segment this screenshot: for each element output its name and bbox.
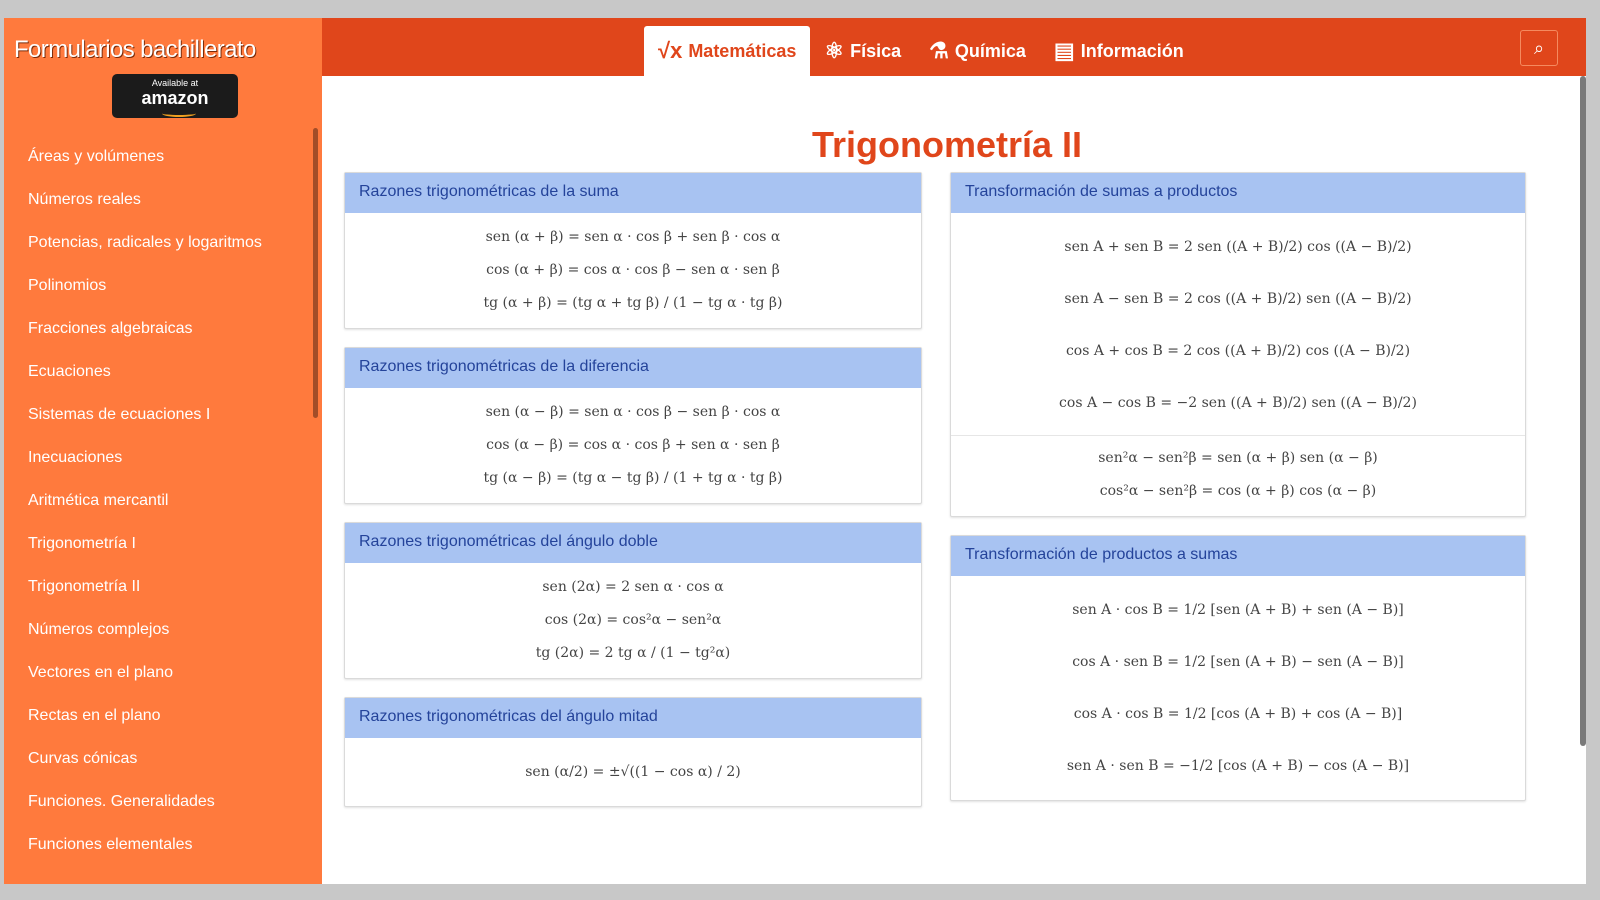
search-button[interactable] — [1520, 30, 1558, 66]
card-productos-a-sumas — [950, 535, 1526, 801]
card-title: Transformación de productos a sumas — [951, 536, 1525, 576]
app-window — [4, 18, 1586, 884]
card-title: Razones trigonométricas del ángulo doble — [345, 523, 921, 563]
subject-tabs — [644, 26, 1198, 76]
card-suma — [344, 172, 922, 329]
sidebar-scrollbar[interactable] — [313, 128, 318, 418]
sidebar-item-conicas[interactable]: Curvas cónicas — [28, 750, 138, 767]
sidebar — [4, 18, 322, 884]
site-brand[interactable]: Formularios bachillerato — [14, 36, 256, 63]
formula: cos A · sen B = 1/2 [sen (A + B) − sen (A − B)] — [1072, 654, 1404, 670]
tab-quimica[interactable] — [915, 26, 1040, 76]
sidebar-item-rectas[interactable]: Rectas en el plano — [28, 707, 161, 724]
amazon-smile-icon — [162, 110, 196, 117]
divider — [951, 435, 1525, 436]
card-body — [345, 563, 921, 678]
sidebar-item-aritmetica[interactable]: Aritmética mercantil — [28, 492, 169, 509]
formula: sen²α − sen²β = sen (α + β) sen (α − β) — [1098, 450, 1378, 466]
atom-icon: ⚛ — [824, 38, 845, 63]
formula: cos A · cos B = 1/2 [cos (A + B) + cos (A − B)] — [1073, 706, 1403, 722]
card-diferencia — [344, 347, 922, 504]
formula: sen A − sen B = 2 cos ((A + B)/2) sen ((A − B)/2) — [1064, 291, 1412, 307]
card-title: Razones trigonométricas de la diferencia — [345, 348, 921, 388]
sidebar-item-areas[interactable]: Áreas y volúmenes — [28, 148, 165, 165]
formula: cos (α + β) = cos α · cos β − sen α · sen β — [486, 262, 780, 278]
card-title: Transformación de sumas a productos — [951, 173, 1525, 213]
formula: sen (α − β) = sen α · cos β − sen β · cos α — [485, 404, 781, 420]
tab-label: Física — [850, 40, 902, 61]
info-book-icon: ▤ — [1053, 38, 1075, 63]
formula: sen A + sen B = 2 sen ((A + B)/2) cos ((A − B)/2) — [1064, 239, 1412, 255]
tab-label: Química — [954, 40, 1026, 61]
sidebar-item-numeros-reales[interactable]: Números reales — [28, 191, 141, 208]
formula: sen (α + β) = sen α · cos β + sen β · cos α — [485, 229, 781, 245]
sidebar-item-trigonometria-2[interactable]: Trigonometría II — [28, 578, 141, 595]
tab-matematicas[interactable] — [644, 26, 810, 76]
formula: sen A · cos B = 1/2 [sen (A + B) + sen (A − B)] — [1072, 602, 1404, 618]
card-body — [951, 213, 1525, 516]
sidebar-item-vectores[interactable]: Vectores en el plano — [28, 664, 173, 681]
formula: sen (α/2) = ±√((1 − cos α) / 2) — [525, 764, 741, 780]
badge-small-text: Available at — [151, 78, 199, 88]
card-body — [345, 213, 921, 328]
sidebar-item-trigonometria-1[interactable]: Trigonometría I — [28, 535, 136, 552]
sidebar-item-ecuaciones[interactable]: Ecuaciones — [28, 363, 111, 380]
formula: sen A · sen B = −1/2 [cos (A + B) − cos (A − B)] — [1066, 758, 1410, 774]
search-icon: ⌕ — [1533, 38, 1545, 58]
sidebar-nav — [28, 136, 298, 867]
formula: cos (2α) = cos²α − sen²α — [544, 612, 722, 628]
card-angulo-doble — [344, 522, 922, 679]
right-column — [950, 172, 1526, 819]
sidebar-item-complejos[interactable]: Números complejos — [28, 621, 170, 638]
sidebar-item-polinomios[interactable]: Polinomios — [28, 277, 107, 294]
formula: cos (α − β) = cos α · cos β + sen α · sen β — [486, 437, 780, 453]
card-title: Razones trigonométricas de la suma — [345, 173, 921, 213]
sidebar-item-inecuaciones[interactable]: Inecuaciones — [28, 449, 123, 466]
badge-big-text: amazon — [141, 88, 209, 108]
card-body — [345, 738, 921, 806]
formula: sen (2α) = 2 sen α · cos α — [542, 579, 724, 595]
sidebar-item-funciones-generalidades[interactable]: Funciones. Generalidades — [28, 793, 215, 810]
formula: cos A + cos B = 2 cos ((A + B)/2) cos ((A − B)/2) — [1065, 343, 1411, 359]
formula: cos²α − sen²β = cos (α + β) cos (α − β) — [1099, 483, 1377, 499]
page-scrollbar[interactable] — [1580, 76, 1586, 746]
tab-label: Información — [1080, 40, 1184, 61]
sidebar-item-funciones-elementales[interactable]: Funciones elementales — [28, 836, 193, 853]
card-sumas-a-productos — [950, 172, 1526, 517]
amazon-badge[interactable] — [112, 74, 238, 118]
formula: tg (α − β) = (tg α − tg β) / (1 + tg α · tg β) — [483, 470, 783, 486]
sqrt-icon: √x — [658, 38, 683, 63]
card-angulo-mitad — [344, 697, 922, 807]
page-title: Trigonometría II — [811, 124, 1083, 166]
formula: cos A − cos B = −2 sen ((A + B)/2) sen ((A − B)/2) — [1059, 395, 1417, 411]
sidebar-item-sistemas[interactable]: Sistemas de ecuaciones I — [28, 406, 211, 423]
card-body — [345, 388, 921, 503]
tab-informacion[interactable] — [1040, 26, 1198, 76]
card-body — [951, 576, 1525, 800]
formula: tg (2α) = 2 tg α / (1 − tg²α) — [535, 645, 731, 661]
top-navbar — [322, 18, 1586, 76]
card-title: Razones trigonométricas del ángulo mitad — [345, 698, 921, 738]
formula: tg (α + β) = (tg α + tg β) / (1 − tg α · tg β) — [483, 295, 783, 311]
tab-label: Matemáticas — [688, 40, 797, 61]
tab-fisica[interactable] — [810, 26, 915, 76]
left-column — [344, 172, 922, 825]
flask-icon: ⚗ — [929, 38, 949, 63]
sidebar-item-potencias[interactable]: Potencias, radicales y logaritmos — [28, 234, 262, 251]
sidebar-item-fracciones[interactable]: Fracciones algebraicas — [28, 320, 193, 337]
